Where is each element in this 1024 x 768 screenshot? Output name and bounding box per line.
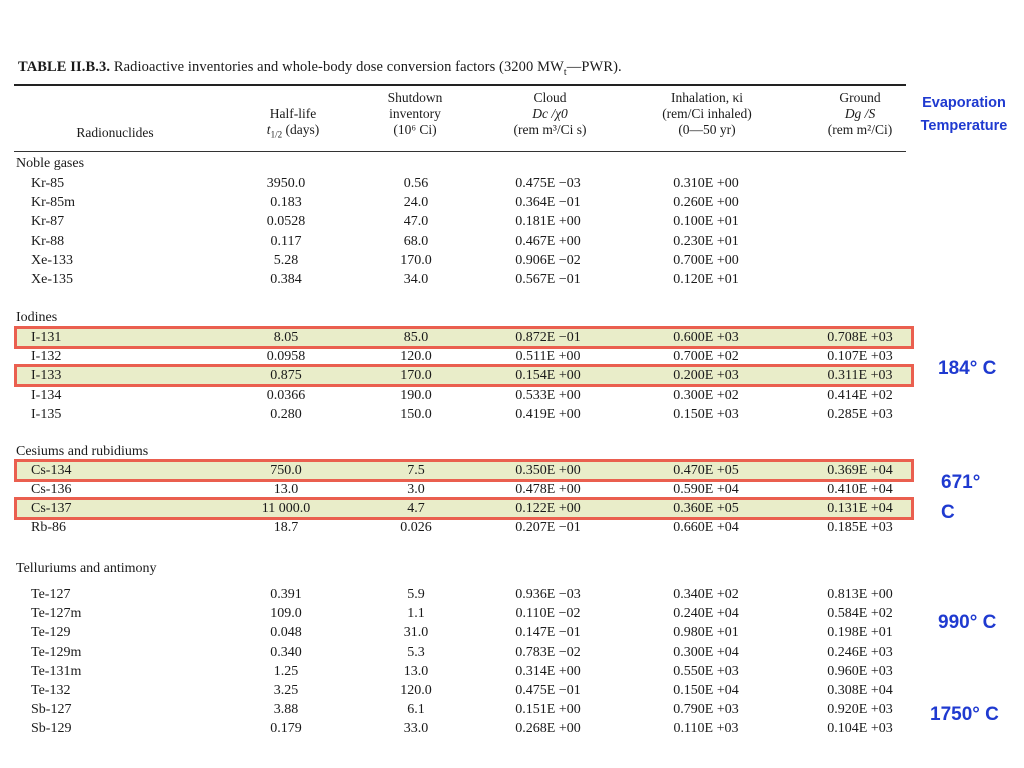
half-life-value: 3.25 [273,683,299,698]
ground-factor: 0.104E +03 [827,721,893,736]
inhalation-factor: 0.300E +02 [673,388,739,403]
header-inventory: Shutdown inventory (10⁶ Ci) [387,90,443,137]
inhalation-factor: 0.590E +04 [673,482,739,497]
nuclide-name: Kr-85m [31,195,76,210]
half-life-value: 0.0528 [266,214,306,229]
nuclide-name: I-131 [31,330,62,345]
inhalation-factor: 0.360E +05 [673,501,739,516]
inhalation-factor: 0.700E +00 [673,253,739,268]
caption-sub: t [563,66,567,78]
nuclide-name: Cs-136 [31,482,72,497]
caption-text: Radioactive inventories and whole-body dose conversion factors (3200 MW [113,59,564,75]
cloud-factor: 0.314E +00 [515,664,581,679]
cloud-factor: 0.475E −03 [515,176,581,191]
ground-factor: 0.107E +03 [827,349,893,364]
cloud-factor: 0.511E +00 [515,349,581,364]
cloud-factor: 0.268E +00 [515,721,581,736]
cloud-factor: 0.110E −02 [515,606,581,621]
inhalation-factor: 0.700E +02 [673,349,739,364]
inventory-value: 1.1 [407,606,425,621]
half-life-value: 1.25 [273,664,299,679]
ground-factor: 0.285E +03 [827,407,893,422]
inventory-value: 7.5 [407,463,425,478]
inventory-value: 120.0 [400,683,432,698]
caption-tail: —PWR). [566,59,622,75]
section-title: Iodines [16,310,58,325]
inventory-value: 68.0 [403,234,429,249]
inventory-value: 5.9 [407,587,425,602]
inventory-value: 120.0 [400,349,432,364]
cloud-factor: 0.467E +00 [515,234,581,249]
inventory-value: 31.0 [403,625,429,640]
cloud-factor: 0.567E −01 [515,272,581,287]
inventory-value: 4.7 [407,501,425,516]
inhalation-factor: 0.790E +03 [673,702,739,717]
inhalation-factor: 0.110E +03 [673,721,739,736]
top-rule [14,84,906,86]
nuclide-name: I-135 [31,407,62,422]
inhalation-factor: 0.300E +04 [673,645,739,660]
ground-factor: 0.246E +03 [827,645,893,660]
half-life-value: 3.88 [273,702,299,717]
ground-factor: 0.414E +02 [827,388,893,403]
cloud-factor: 0.475E −01 [515,683,581,698]
half-life-value: 0.117 [270,234,302,249]
nuclide-name: Cs-134 [31,463,72,478]
ground-factor: 0.920E +03 [827,702,893,717]
inhalation-factor: 0.260E +00 [673,195,739,210]
half-life-value: 3950.0 [266,176,306,191]
ground-factor: 0.708E +03 [827,330,893,345]
nuclide-name: Te-132 [31,683,71,698]
inventory-value: 170.0 [400,368,432,383]
half-life-value: 0.0366 [266,388,306,403]
inventory-value: 3.0 [407,482,425,497]
section-title: Telluriums and antimony [16,561,157,576]
half-life-value: 0.0958 [266,349,306,364]
inhalation-factor: 0.600E +03 [673,330,739,345]
nuclide-name: Kr-88 [31,234,65,249]
inhalation-factor: 0.150E +04 [673,683,739,698]
nuclide-name: Kr-85 [31,176,65,191]
cloud-factor: 0.207E −01 [515,520,581,535]
nuclide-name: Te-127 [31,587,71,602]
cloud-factor: 0.936E −03 [515,587,581,602]
nuclide-name: Te-127m [31,606,82,621]
header-half-life: Half-life $t_{1/2}$ (days) [266,106,320,140]
ground-factor: 0.308E +04 [827,683,893,698]
cloud-factor: 0.783E −02 [515,645,581,660]
ground-factor: 0.311E +03 [827,368,893,383]
half-life-value: 0.179 [270,721,302,736]
cloud-factor: 0.147E −01 [515,625,581,640]
half-life-value: 0.384 [270,272,302,287]
inhalation-factor: 0.660E +04 [673,520,739,535]
inventory-value: 0.56 [403,176,429,191]
temp-antimony: 1750° C [930,704,999,725]
half-life-value: 0.391 [270,587,302,602]
inhalation-factor: 0.150E +03 [673,407,739,422]
table-caption [18,59,622,78]
inventory-value: 190.0 [400,388,432,403]
header-cloud: Cloud Dc /χ0 (rem m³/Ci s) [513,90,587,137]
ground-factor: 0.410E +04 [827,482,893,497]
cloud-factor: 0.533E +00 [515,388,581,403]
section-title: Noble gases [16,156,85,171]
cloud-factor: 0.419E +00 [515,407,581,422]
inhalation-factor: 0.240E +04 [673,606,739,621]
inhalation-factor: 0.100E +01 [673,214,739,229]
inventory-value: 0.026 [400,520,432,535]
nuclide-name: Cs-137 [31,501,72,516]
nuclide-name: Xe-133 [31,253,73,268]
half-life-value: 0.280 [270,407,302,422]
header-inhalation: Inhalation, κi (rem/Ci inhaled) (0—50 yr) [662,90,752,137]
nuclide-name: Rb-86 [31,520,66,535]
inventory-value: 85.0 [403,330,429,345]
header-ground: Ground Dg /S (rem m²/Ci) [827,90,893,137]
nuclide-name: Te-129 [31,625,71,640]
inventory-value: 150.0 [400,407,432,422]
header-radionuclides: Radionuclides [76,125,154,140]
inventory-value: 170.0 [400,253,432,268]
cloud-factor: 0.872E −01 [515,330,581,345]
header-rule [14,151,906,152]
inventory-value: 34.0 [403,272,429,287]
half-life-value: 0.183 [270,195,302,210]
inhalation-factor: 0.310E +00 [673,176,739,191]
nuclide-name: Sb-127 [31,702,72,717]
nuclide-name: Sb-129 [31,721,72,736]
inventory-value: 24.0 [403,195,429,210]
half-life-value: 18.7 [273,520,299,535]
half-life-value: 0.875 [270,368,302,383]
ground-factor: 0.369E +04 [827,463,893,478]
caption-label: TABLE II.B.3. [18,59,111,75]
cloud-factor: 0.181E +00 [515,214,581,229]
inventory-value: 33.0 [403,721,429,736]
inhalation-factor: 0.230E +01 [673,234,739,249]
inventory-value: 5.3 [407,645,425,660]
ground-factor: 0.185E +03 [827,520,893,535]
temp-cesium: 671° C [941,472,981,523]
inhalation-factor: 0.340E +02 [673,587,739,602]
half-life-value: 109.0 [270,606,302,621]
cloud-factor: 0.122E +00 [515,501,581,516]
temp-iodine: 184° C [938,358,997,379]
nuclide-name: Xe-135 [31,272,73,287]
nuclide-name: I-134 [31,388,62,403]
ground-factor: 0.960E +03 [827,664,893,679]
half-life-value: 0.340 [270,645,302,660]
nuclide-name: Kr-87 [31,214,65,229]
half-life-value: 8.05 [273,330,299,345]
inhalation-factor: 0.980E +01 [673,625,739,640]
temp-tellurium: 990° C [938,612,997,633]
nuclide-name: I-133 [31,368,62,383]
inventory-value: 47.0 [403,214,429,229]
ground-factor: 0.198E +01 [827,625,893,640]
half-life-value: 5.28 [273,253,299,268]
inventory-value: 6.1 [407,702,425,717]
cloud-factor: 0.154E +00 [515,368,581,383]
ground-factor: 0.584E +02 [827,606,893,621]
nuclide-name: Te-131m [31,664,82,679]
nuclide-name: Te-129m [31,645,82,660]
half-life-value: 750.0 [270,463,302,478]
cloud-factor: 0.350E +00 [515,463,581,478]
ground-factor: 0.131E +04 [827,501,893,516]
cloud-factor: 0.906E −02 [515,253,581,268]
inhalation-factor: 0.120E +01 [673,272,739,287]
section-title: Cesiums and rubidiums [16,444,149,459]
inhalation-factor: 0.470E +05 [673,463,739,478]
evaporation-temperature-label: Evaporation Temperature [920,95,1008,134]
inhalation-factor: 0.550E +03 [673,664,739,679]
ground-factor: 0.813E +00 [827,587,893,602]
half-life-value: 0.048 [270,625,302,640]
cloud-factor: 0.151E +00 [515,702,581,717]
cloud-factor: 0.478E +00 [515,482,581,497]
half-life-value: 13.0 [273,482,299,497]
cloud-factor: 0.364E −01 [515,195,581,210]
inhalation-factor: 0.200E +03 [673,368,739,383]
half-life-value: 11 000.0 [261,501,311,516]
nuclide-name: I-132 [31,349,62,364]
inventory-value: 13.0 [403,664,429,679]
